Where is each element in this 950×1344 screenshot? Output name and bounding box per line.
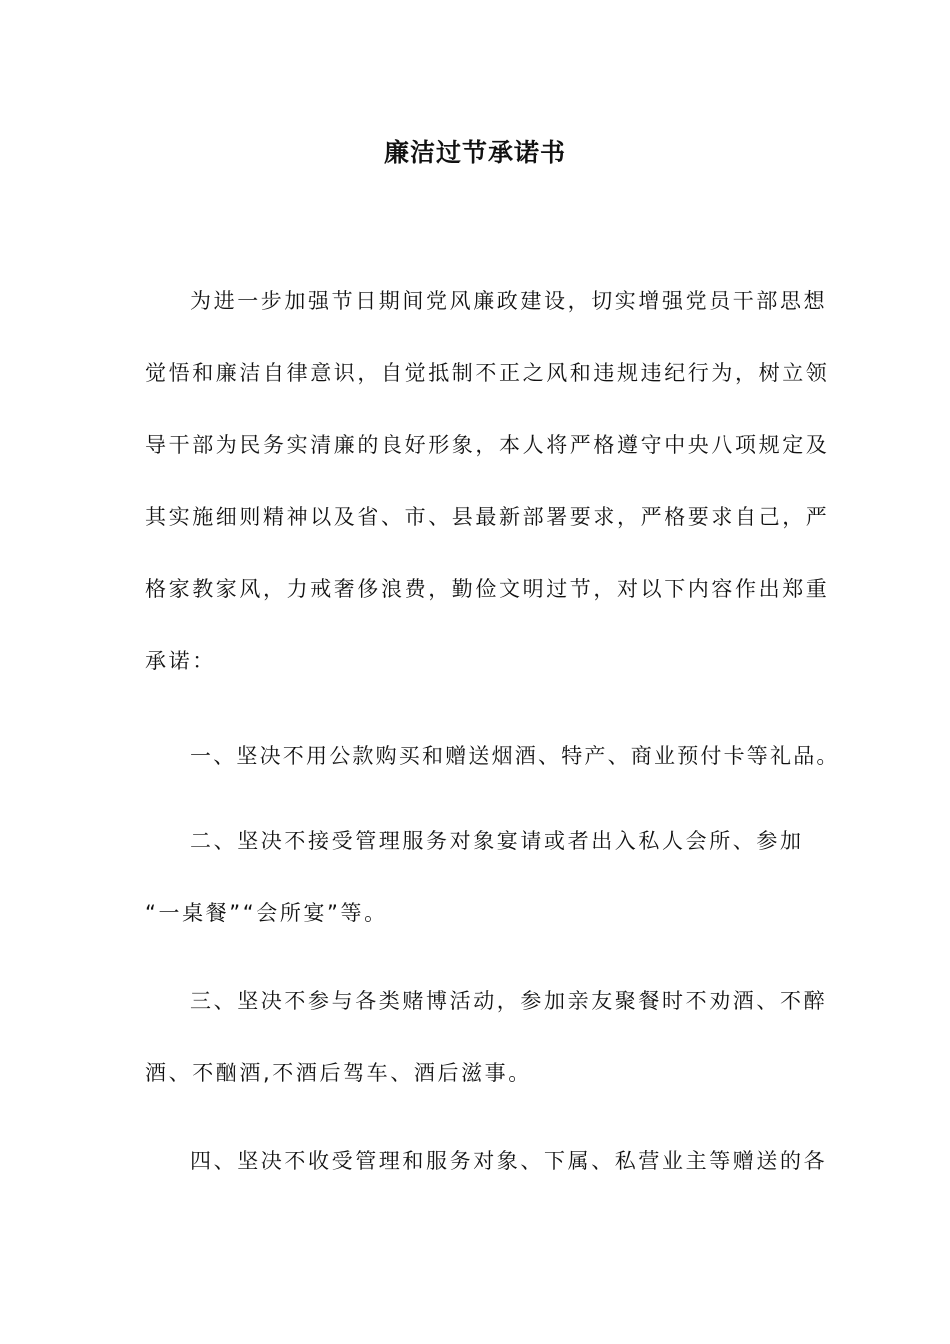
paragraph-line: 二、坚决不接受管理服务对象宴请或者出入私人会所、参加 [190,829,804,853]
paragraph-line: 承诺： [145,649,216,673]
paragraph-line: 四、坚决不收受管理和服务对象、下属、私营业主等赠送的各 [190,1149,828,1173]
paragraph-line: “一桌餐”“会所宴”等。 [145,901,388,925]
paragraph-line: 三、坚决不参与各类赌博活动，参加亲友聚餐时不劝酒、不醉 [190,989,828,1013]
document-title: 廉洁过节承诺书 [383,138,566,167]
paragraph-line: 为进一步加强节日期间党风廉政建设，切实增强党员干部思想 [190,289,828,313]
paragraph-line: 其实施细则精神以及省、市、县最新部署要求，严格要求自己，严 [145,505,830,529]
paragraph-line: 酒、不酗酒,不酒后驾车、酒后滋事。 [145,1061,532,1085]
paragraph-line: 导干部为民务实清廉的良好形象，本人将严格遵守中央八项规定及 [145,433,830,457]
paragraph-line: 格家教家风，力戒奢侈浪费，勤俭文明过节，对以下内容作出郑重 [145,577,830,601]
paragraph-line: 一、坚决不用公款购买和赠送烟酒、特产、商业预付卡等礼品。 [190,744,840,768]
paragraph-line: 觉悟和廉洁自律意识，自觉抵制不正之风和违规违纪行为，树立领 [145,361,830,385]
